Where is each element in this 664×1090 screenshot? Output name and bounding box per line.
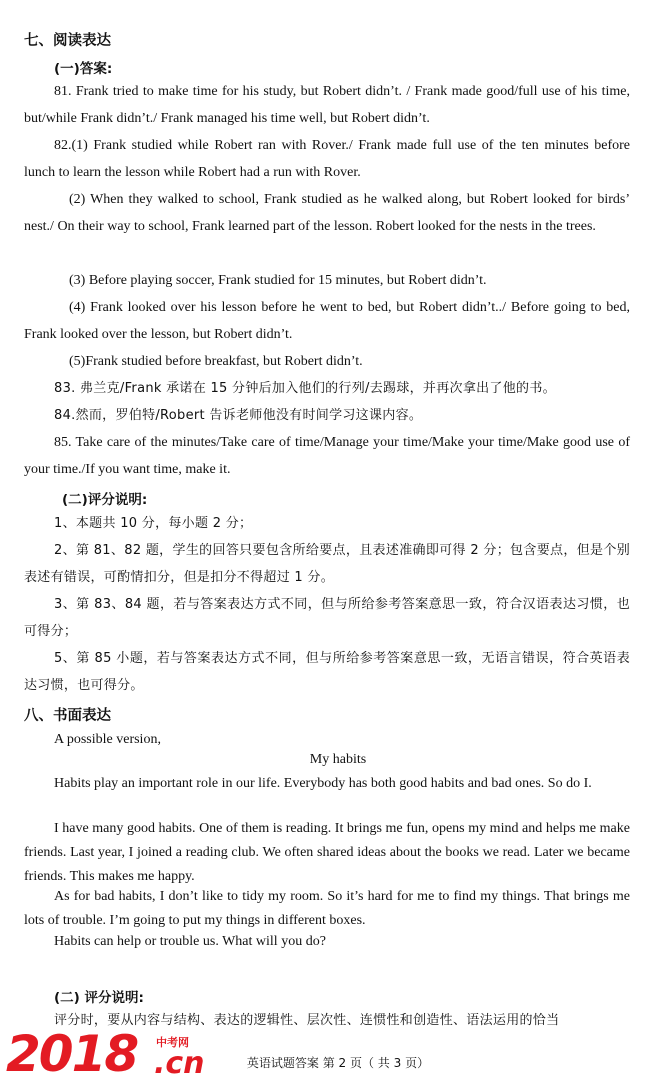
section-7-heading: 七、阅读表达 (24, 33, 111, 49)
writing-scoring-text: 评分时，要从内容与结构、表达的逻辑性、层次性、连惯性和创造性、语法运用的恰当 (54, 1013, 560, 1028)
answers-subheading: (一)答案: (54, 61, 113, 77)
essay-title: My habits (309, 752, 367, 767)
answer-82-1: 82.(1) Frank studied while Robert ran with Rover./ Frank made full use of the ten minutes before lunch to learn the lesson while Robert had a run with Rover. (24, 138, 630, 180)
section-8-heading: 八、书面表达 (24, 708, 111, 724)
essay-paragraph-2: I have many good habits. One of them is reading. It brings me fun, opens my mind and helps me make friends. Last year, I joined a reading club. We often shared ideas about the books we read. Later we became friends. This makes me happy. (24, 821, 630, 884)
logo-year: 2018 (6, 1025, 138, 1083)
answer-81: 81. Frank tried to make time for his study, but Robert didn’t. / Frank made good/full use of his time, but/while Frank didn’t./ Frank managed his time well, but Robert didn’t. (24, 84, 630, 126)
answer-82-2: (2) When they walked to school, Frank studied as he walked along, but Robert looked for birds’ nest./ On their way to school, Frank learned part of the lesson. Robert looked for the nests in the trees. (24, 192, 630, 234)
essay-paragraph-4: Habits can help or trouble us. What will you do? (54, 934, 326, 949)
answer-84: 84.然而，罗伯特/Robert 告诉老师他没有时间学习这课内容。 (54, 408, 423, 423)
scoring-rule-2: 2、第 81、82 题，学生的回答只要包含所给要点，且表述准确即可得 2 分；包含要点，但是个别表述有错误，可酌情扣分，但是扣分不得超过 1 分。 (24, 543, 630, 585)
scoring-rule-1: 1、本题共 10 分，每小题 2 分； (54, 516, 253, 531)
scoring-rule-5: 5、第 85 小题，若与答案表达方式不同，但与所给参考答案意思一致，无语言错误，符合英语表达习惯，也可得分。 (24, 651, 630, 693)
answer-83: 83. 弗兰克/Frank 承诺在 15 分钟后加入他们的行列/去踢球，并再次拿出了他的书。 (54, 381, 556, 396)
writing-scoring-subheading: (二) 评分说明: (54, 990, 144, 1006)
logo-domain: .cn (154, 1046, 205, 1081)
writing-intro: A possible version, (54, 732, 161, 747)
answer-82-4: (4) Frank looked over his lesson before he went to bed, but Robert didn’t../ Before going to bed, Frank looked over the lesson, but Robert didn’t. (24, 300, 630, 342)
answer-82-3: (3) Before playing soccer, Frank studied for 15 minutes, but Robert didn’t. (69, 273, 487, 288)
page-footer: 英语试题答案 第 2 页（ 共 3 页） (246, 1056, 430, 1070)
logo-tag: 中考网 (156, 1036, 189, 1049)
essay-paragraph-3: As for bad habits, I don’t like to tidy my room. So it’s hard for me to find my things. That brings me lots of trouble. I’m going to put my things in different boxes. (24, 889, 630, 928)
scoring-rule-3: 3、第 83、84 题，若与答案表达方式不同，但与所给参考答案意思一致，符合汉语表达习惯，也可得分； (24, 597, 630, 639)
answer-82-5: (5)Frank studied before breakfast, but Robert didn’t. (69, 354, 363, 369)
answer-85: 85. Take care of the minutes/Take care of time/Manage your time/Make your time/Make good use of your time./If you want time, make it. (24, 435, 630, 477)
essay-paragraph-1: Habits play an important role in our life. Everybody has both good habits and bad ones. So do I. (54, 776, 592, 791)
scoring-subheading: (二)评分说明: (62, 492, 148, 508)
